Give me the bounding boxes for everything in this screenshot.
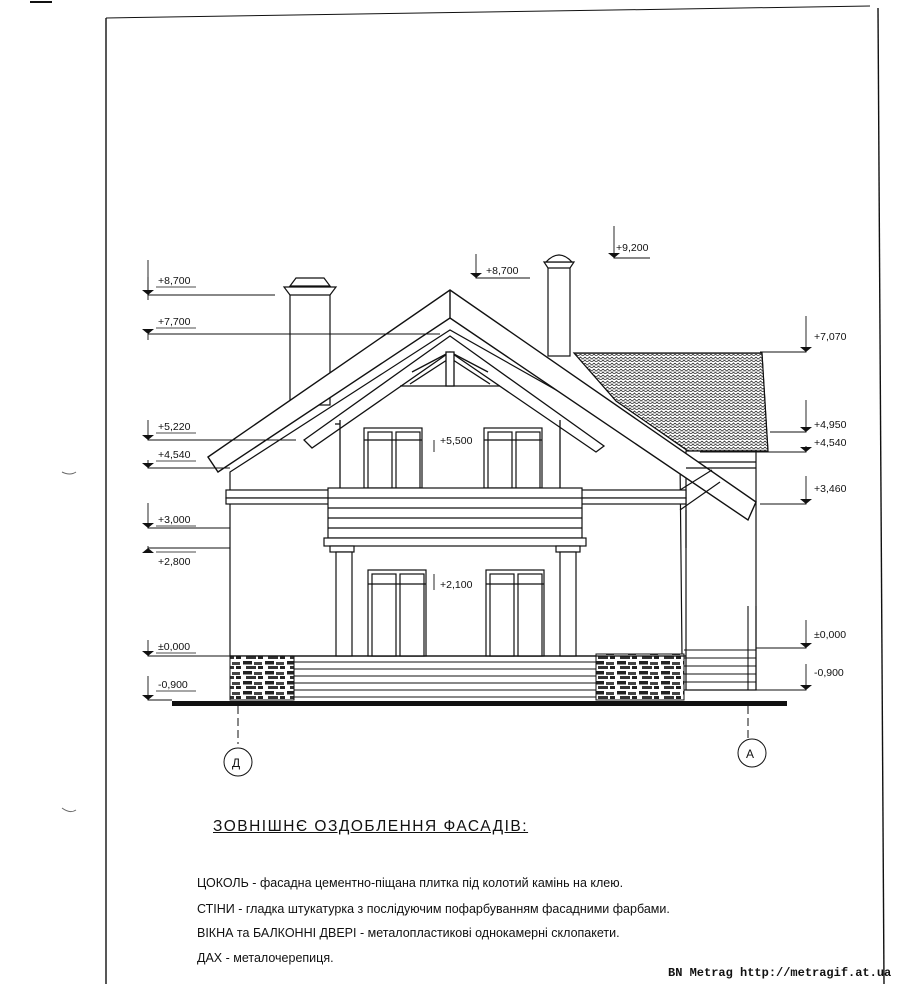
- finishing-item-plinth: ЦОКОЛЬ - фасадна цементно-піщана плитка під колотий камінь на клею.: [197, 876, 624, 890]
- finishing-item-roof: ДАХ - металочерепиця.: [197, 951, 334, 965]
- level-left-8700: +8,700: [158, 275, 191, 287]
- level-right-0900: -0,900: [814, 667, 844, 679]
- level-right-4540: +4,540: [814, 437, 847, 449]
- punch-mark-top: [62, 472, 76, 474]
- watermark-footer[interactable]: BN Metrag http://metragif.at.ua: [668, 966, 892, 980]
- level-left-7700: +7,700: [158, 316, 191, 328]
- axis-label-d: Д: [232, 756, 241, 770]
- lower-door-left: [368, 570, 426, 656]
- finishing-title: ЗОВНІШНЄ ОЗДОБЛЕННЯ ФАСАДІВ:: [213, 818, 529, 835]
- finishing-item-walls: СТІНИ - гладка штукатурка з послідуючим пофарбуванням фасадними фарбами.: [197, 902, 670, 916]
- level-right-4950: +4,950: [814, 419, 847, 431]
- level-right-0000: ±0,000: [814, 629, 847, 641]
- level-left-0900: -0,900: [158, 679, 188, 691]
- chimney-right: [544, 255, 574, 356]
- level-right-3460: +3,460: [814, 483, 847, 495]
- level-left-3000: +3,000: [158, 514, 191, 526]
- lower-door-right: [486, 570, 544, 656]
- level-left-5220: +5,220: [158, 421, 191, 433]
- level-center-8700: +8,700: [486, 265, 519, 277]
- level-left-2800: +2,800: [158, 556, 191, 568]
- level-left-0000: ±0,000: [158, 641, 191, 653]
- upper-door-left: [364, 428, 422, 488]
- level-right-7070: +7,070: [814, 331, 847, 343]
- axis-markers: [224, 706, 766, 776]
- plinth: [230, 654, 686, 700]
- level-center-9200: +9,200: [616, 242, 649, 254]
- level-center-5500: +5,500: [440, 435, 473, 447]
- axis-label-a: А: [746, 747, 755, 761]
- level-center-2100: +2,100: [440, 579, 473, 591]
- punch-mark-bottom: [62, 808, 76, 812]
- ground-line: [172, 701, 787, 706]
- upper-door-right: [484, 428, 542, 488]
- level-left-4540: +4,540: [158, 449, 191, 461]
- finishing-item-windows: ВІКНА та БАЛКОННІ ДВЕРІ - металопластикові однокамерні склопакети.: [197, 926, 620, 940]
